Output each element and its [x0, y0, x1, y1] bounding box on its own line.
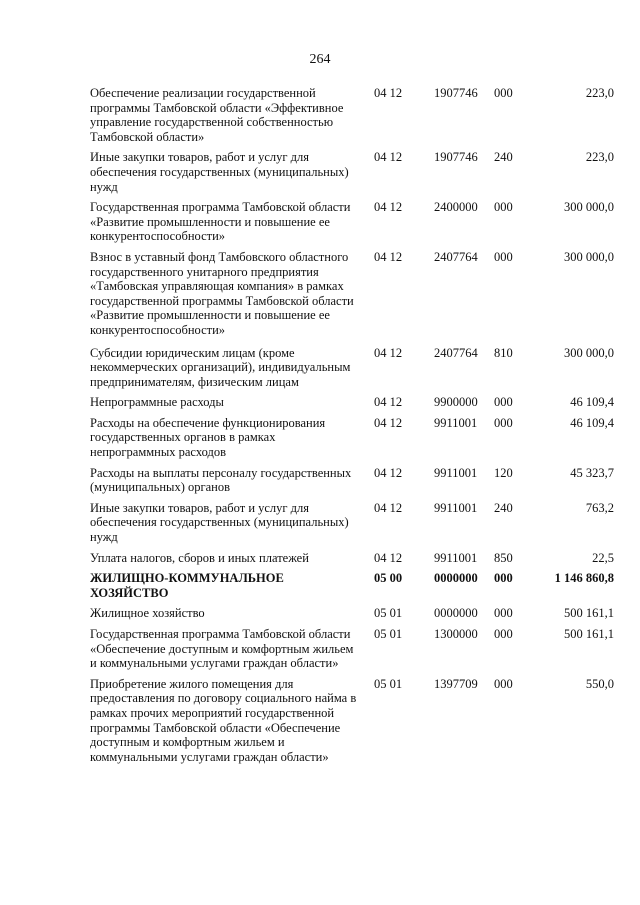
row-section-code: 04 12	[374, 249, 403, 264]
row-target-code: 1300000	[434, 627, 478, 641]
table-row	[90, 416, 614, 466]
row-amount: 46 109,4	[570, 395, 614, 410]
row-expense-type-code: 240	[494, 150, 513, 165]
row-name: ЖИЛИЩНО-КОММУНАЛЬНОЕ ХОЗЯЙСТВО	[90, 571, 284, 600]
row-target-code: 1907746	[434, 86, 478, 100]
row-section-code: 05 01	[374, 676, 403, 691]
row-section-code: 04 12	[374, 465, 403, 480]
row-name: Жилищное хозяйство	[90, 606, 205, 621]
row-target-code: 9900000	[434, 395, 478, 410]
table-row	[90, 200, 614, 250]
row-amount: 45 323,7	[570, 465, 614, 480]
row-target-code: 1907746	[434, 150, 478, 165]
row-target-code: 9911001	[434, 415, 478, 430]
row-name: Иные закупки товаров, работ и услуг для обеспечения государственных (муниципальных) нужд	[90, 500, 349, 545]
row-expense-type-code: 240	[494, 500, 513, 515]
table-row	[90, 250, 614, 346]
row-section-code: 04 12	[374, 415, 403, 430]
row-amount: 223,0	[585, 86, 614, 100]
row-amount: 500 161,1	[564, 606, 614, 621]
row-amount: 300 000,0	[564, 345, 614, 360]
table-row	[90, 627, 614, 677]
row-section-code: 04 12	[374, 345, 403, 360]
row-name: Субсидии юридическим лицам (кроме некоммерческих организаций), индивидуальным предпринимателям, физическим лицам	[90, 345, 351, 389]
row-section-code: 05 01	[374, 627, 403, 641]
row-section-code: 05 01	[374, 606, 403, 621]
row-target-code: 2407764	[434, 249, 478, 264]
row-expense-type-code: 000	[494, 676, 513, 691]
row-name: Государственная программа Тамбовской области «Развитие промышленности и повышение ее конкурентоспособности»	[90, 200, 351, 244]
table-row	[90, 571, 614, 606]
row-amount: 300 000,0	[564, 249, 614, 264]
row-target-code: 2407764	[434, 345, 478, 360]
row-name: Приобретение жилого помещения для предоставления по договору социального найма в рамках прочих мероприятий государственной программы Тамбовской области «Обеспечение доступным и комфортным жильем и коммунальными услугами граждан области»	[90, 676, 357, 764]
row-amount: 223,0	[585, 150, 614, 165]
budget-table-body	[90, 86, 614, 772]
table-row	[90, 86, 614, 150]
row-expense-type-code: 120	[494, 465, 513, 480]
row-expense-type-code: 810	[494, 345, 513, 360]
row-expense-type-code: 000	[494, 200, 513, 215]
row-amount: 46 109,4	[570, 415, 614, 430]
row-amount: 763,2	[585, 500, 614, 515]
row-section-code: 04 12	[374, 86, 403, 100]
row-expense-type-code: 850	[494, 550, 513, 565]
row-section-code: 04 12	[374, 395, 403, 410]
row-target-code: 2400000	[434, 200, 478, 215]
row-name: Обеспечение реализации государственной программы Тамбовской области «Эффективное управление государственной собственностью Тамбовской области»	[90, 86, 344, 144]
row-target-code: 1397709	[434, 676, 478, 691]
table-row	[90, 606, 614, 627]
row-name: Государственная программа Тамбовской области «Обеспечение доступным и комфортным жильем и коммунальными услугами граждан области»	[90, 627, 354, 671]
row-expense-type-code: 000	[494, 395, 513, 410]
row-section-code: 04 12	[374, 150, 403, 165]
table-row	[90, 346, 614, 396]
row-name: Расходы на обеспечение функционирования государственных органов в рамках непрограммных расходов	[90, 415, 326, 460]
row-amount: 500 161,1	[564, 627, 614, 641]
row-section-code: 05 00	[374, 571, 403, 586]
row-target-code: 0000000	[434, 571, 478, 586]
row-amount: 1 146 860,8	[554, 571, 614, 586]
row-target-code: 9911001	[434, 465, 478, 480]
row-expense-type-code: 000	[494, 249, 513, 264]
budget-table	[90, 86, 614, 772]
row-target-code: 9911001	[434, 500, 478, 515]
row-section-code: 04 12	[374, 500, 403, 515]
table-row	[90, 677, 614, 773]
row-expense-type-code: 000	[494, 606, 513, 621]
page-number: 264	[309, 52, 331, 67]
row-target-code: 9911001	[434, 550, 478, 565]
row-expense-type-code: 000	[494, 86, 513, 100]
row-name: Расходы на выплаты персоналу государственных (муниципальных) органов	[90, 465, 352, 495]
row-target-code: 0000000	[434, 606, 478, 621]
row-section-code: 04 12	[374, 550, 403, 565]
row-name: Непрограммные расходы	[90, 395, 224, 410]
table-row	[90, 395, 614, 416]
row-section-code: 04 12	[374, 200, 403, 215]
row-amount: 22,5	[592, 550, 614, 565]
row-expense-type-code: 000	[494, 571, 513, 586]
table-row	[90, 551, 614, 572]
table-row	[90, 501, 614, 551]
row-name: Взнос в уставный фонд Тамбовского областного государственного унитарного предприятия «Тамбовская управляющая компания» в рамках государственной программы Тамбовской области «Развитие промышленности и повышение ее конкурентоспособности»	[90, 249, 354, 337]
table-row	[90, 466, 614, 501]
row-amount: 550,0	[585, 676, 614, 691]
row-amount: 300 000,0	[564, 200, 614, 215]
row-name: Уплата налогов, сборов и иных платежей	[90, 550, 309, 565]
row-expense-type-code: 000	[494, 415, 513, 430]
row-expense-type-code: 000	[494, 627, 513, 641]
row-name: Иные закупки товаров, работ и услуг для обеспечения государственных (муниципальных) нужд	[90, 150, 349, 194]
table-row	[90, 150, 614, 200]
